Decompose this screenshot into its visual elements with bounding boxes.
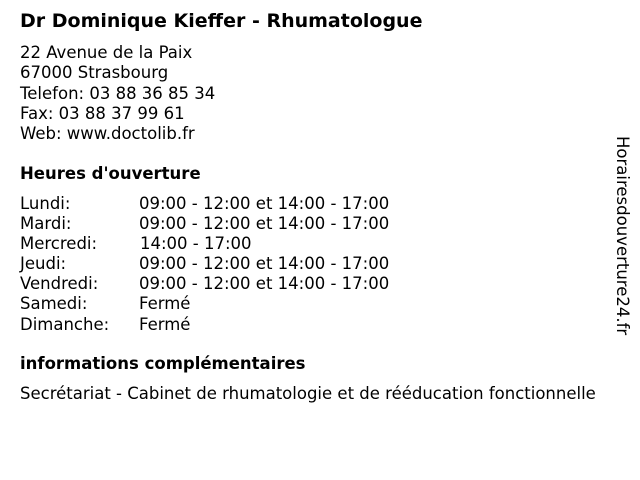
day-label: Vendredi:: [20, 274, 99, 294]
day-label: Lundi:: [20, 194, 71, 213]
day-label: Jeudi:: [20, 254, 67, 274]
address-street: 22 Avenue de la Paix: [20, 43, 193, 62]
day-hours: 14:00 - 17:00: [140, 234, 252, 254]
website: Web: www.doctolib.fr: [20, 124, 195, 144]
watermark-text: Horairesdouverture24.fr: [613, 136, 632, 336]
address-city: 67000 Strasbourg: [20, 63, 169, 83]
day-label: Samedi:: [20, 294, 88, 314]
day-label: Mardi:: [20, 214, 72, 234]
additional-info-text: Secrétariat - Cabinet de rhumatologie et de rééducation fonctionnelle: [20, 384, 596, 403]
day-hours: Fermé: [139, 314, 191, 334]
day-hours: 09:00 - 12:00 et 14:00 - 17:00: [139, 254, 390, 274]
site-watermark: [612, 136, 632, 346]
phone-number: Telefon: 03 88 36 85 34: [20, 83, 216, 103]
additional-info-heading: informations complémentaires: [20, 354, 306, 373]
fax-number: Fax: 03 88 37 99 61: [20, 103, 185, 123]
day-label: Mercredi:: [20, 234, 98, 254]
page-title: Dr Dominique Kieffer - Rhumatologue: [20, 10, 423, 32]
day-hours: 09:00 - 12:00 et 14:00 - 17:00: [139, 194, 390, 213]
day-label: Dimanche:: [20, 314, 110, 334]
day-hours: Fermé: [139, 294, 191, 314]
day-hours: 09:00 - 12:00 et 14:00 - 17:00: [139, 214, 390, 234]
opening-hours-heading: Heures d'ouverture: [20, 164, 201, 183]
day-hours: 09:00 - 12:00 et 14:00 - 17:00: [139, 274, 390, 294]
contact-block: [20, 43, 215, 144]
